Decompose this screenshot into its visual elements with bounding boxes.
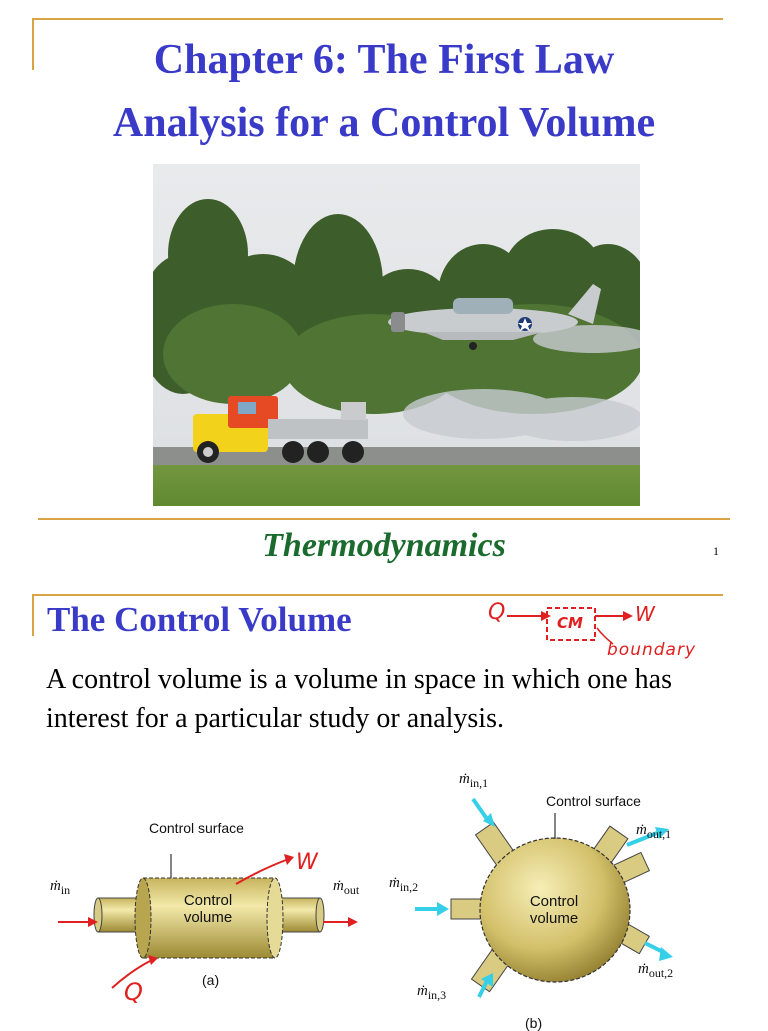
- figure-b: [389, 765, 760, 1031]
- control-volume-label-b: [499, 893, 609, 927]
- slide1-bottom-rule: [38, 518, 730, 520]
- m-out1-label: ṁ$_{out,1}$: [636, 822, 672, 841]
- cv-b-line2: volume: [529, 910, 579, 927]
- slide-title-line1: Chapter 6: The First Law: [153, 37, 615, 83]
- cv-a-line2: volume: [183, 909, 233, 926]
- section-heading: The Control Volume: [47, 600, 352, 639]
- m-in3-label: ṁ$_{in,3}$: [417, 983, 447, 1002]
- hand-w-a: W: [296, 850, 318, 875]
- m-in-label-a: ṁ$_{in}$: [50, 878, 71, 897]
- control-surface-label-b: Control surface: [546, 793, 641, 809]
- handwritten-annotation: [485, 598, 725, 666]
- cv-a-line1: Control: [183, 892, 233, 909]
- control-volume-label-a: [158, 892, 258, 926]
- annotation-w: W: [635, 602, 655, 626]
- figure-a: [40, 812, 390, 1024]
- slide1-top-rule: [32, 18, 723, 20]
- annotation-cm: CM: [557, 614, 583, 632]
- page-number: 1: [713, 544, 719, 558]
- truck-airplane-photo: [153, 164, 640, 506]
- caption-a: (a): [202, 972, 220, 988]
- m-out-label-a: ṁ$_{out}$: [333, 878, 360, 897]
- slide2-left-rule: [32, 594, 34, 636]
- annotation-q: Q: [488, 600, 506, 625]
- m-in1-label: ṁ$_{in,1}$: [459, 771, 489, 790]
- photo-illustration: [153, 164, 640, 506]
- caption-b: (b): [525, 1015, 543, 1031]
- slide-subtitle: Thermodynamics: [262, 527, 506, 564]
- slide2-top-rule: [32, 594, 723, 596]
- control-surface-label-a: Control surface: [149, 820, 244, 836]
- slide-title-line2: Analysis for a Control Volume: [112, 100, 656, 146]
- hand-q-a: Q: [124, 978, 143, 1006]
- m-out2-label: ṁ$_{out,2}$: [638, 961, 674, 980]
- cv-b-line1: Control: [529, 893, 579, 910]
- definition-text: A control volume is a volume in space in which one has interest for a particular study or analysis.: [46, 664, 672, 734]
- m-in2-label: ṁ$_{in,2}$: [389, 875, 419, 894]
- annotation-boundary: boundary: [607, 640, 696, 660]
